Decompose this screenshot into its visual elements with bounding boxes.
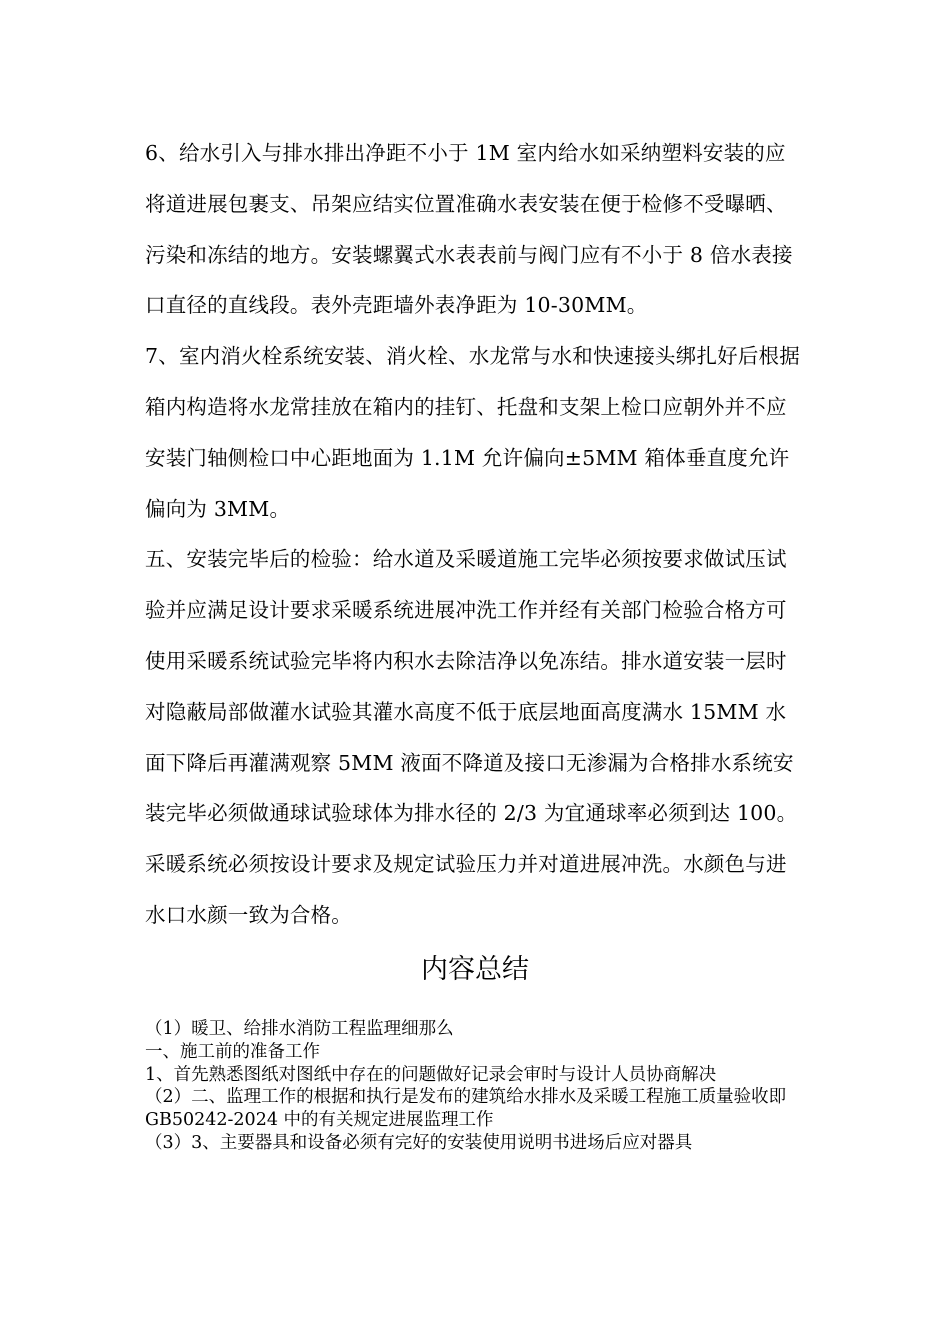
summary-line: （3）3、主要器具和设备必须有完好的安装使用说明书进场后应对器具: [145, 1132, 693, 1153]
paragraph-water-supply-clearance: 6、给水引入与排水排出净距不小于 1M 室内给水如采纳塑料安装的应将道进展包裹支、吊架应结实位置准确水表安装在便于检修不受曝晒、污染和冻结的地方。安装螺翼式水表表前与阀门应有不小于 8 倍水表接口直径的直线段。表外壳距墙外表净距为 10-30MM。: [145, 141, 793, 318]
summary-section: [145, 1018, 807, 1155]
paragraph-post-installation-inspection: 五、安装完毕后的检验：给水道及采暖道施工完毕必须按要求做试压试验并应满足设计要求采暖系统进展冲洗工作并经有关部门检验合格方可使用采暖系统试验完毕将内积水去除洁净以免冻结。排水道安装一层时对隐蔽局部做灌水试验其灌水高度不低于底层地面高度满水 15MM 水面下降后再灌满观察 5MM 液面不降道及接口无渗漏为合格排水系统安装完毕必须做通球试验球体为排水径的 2/3 为宜通球率必须到达 100。采暖系统必须按设计要求及规定试验压力并对道进展冲洗。水颜色与进水口水颜一致为合格。: [145, 547, 798, 927]
summary-title: 内容总结: [421, 954, 529, 985]
summary-line: （2）二、监理工作的根据和执行是发布的建筑给水排水及采暖工程施工质量验收即 GB50242-2024 中的有关规定进展监理工作: [145, 1087, 787, 1131]
summary-line: 一、施工前的准备工作: [145, 1041, 320, 1062]
paragraph-fire-hydrant-installation: 7、室内消火栓系统安装、消火栓、水龙常与水和快速接头绑扎好后根据箱内构造将水龙常挂放在箱内的挂钉、托盘和支架上检口应朝外并不应安装门轴侧检口中心距地面为 1.1M 允许偏向±5MM 箱体垂直度允许偏向为 3MM。: [145, 344, 800, 521]
document-body: [145, 128, 805, 941]
summary-line: 1、首先熟悉图纸对图纸中存在的问题做好记录会审时与设计人员协商解决: [145, 1064, 717, 1085]
summary-line: （1）暖卫、给排水消防工程监理细那么: [145, 1019, 454, 1039]
